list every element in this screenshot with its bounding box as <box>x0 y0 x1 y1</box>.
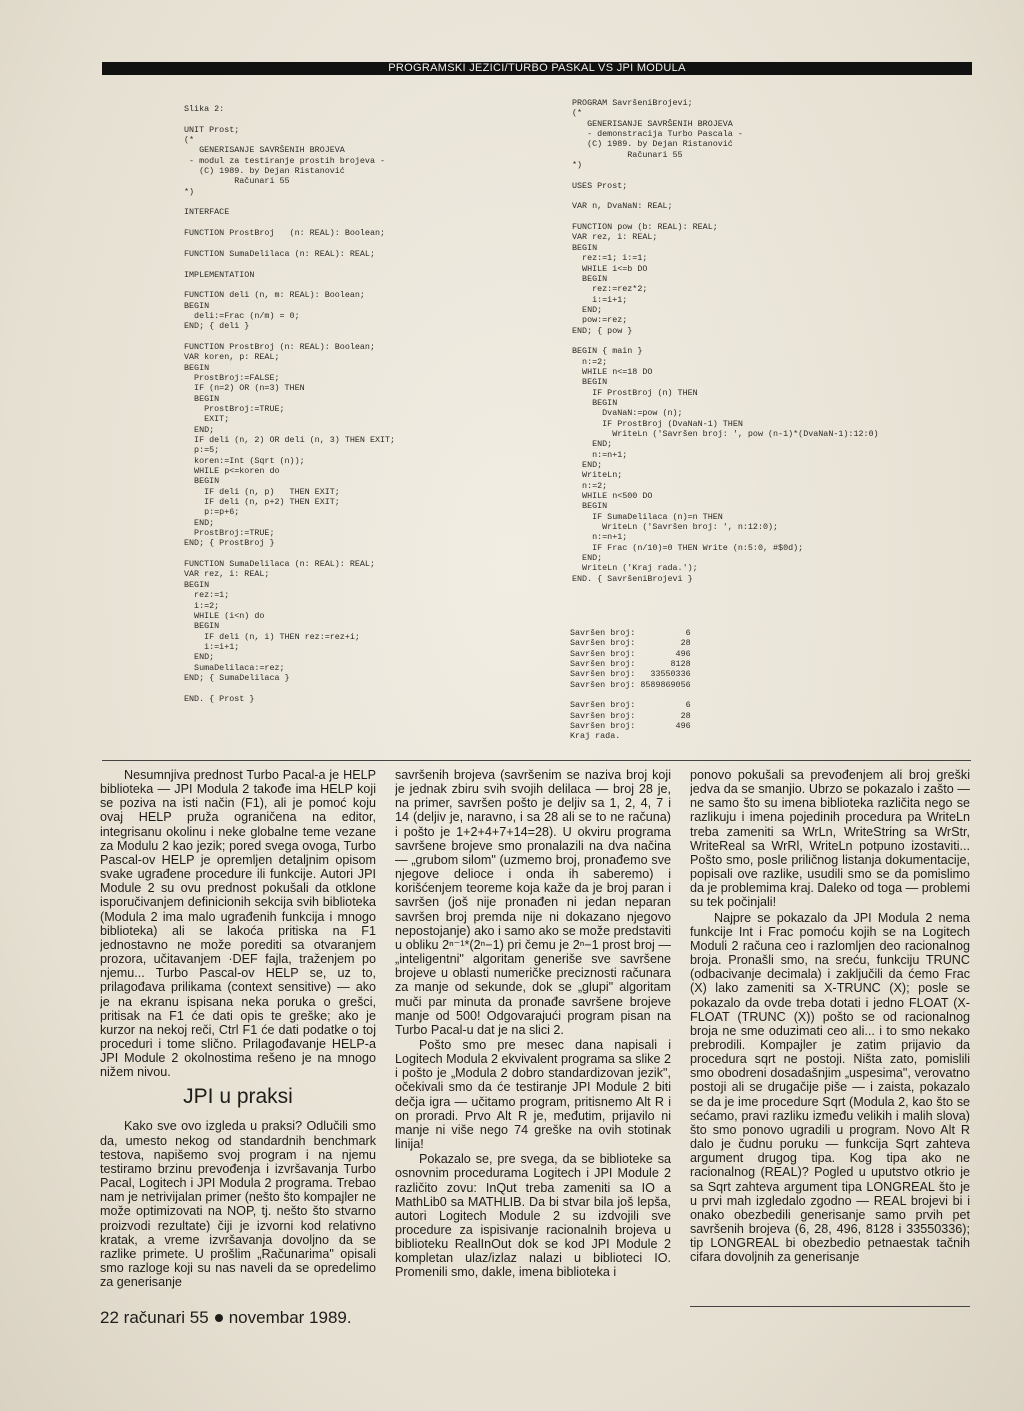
code-figure <box>102 76 971 761</box>
paragraph: ponovo pokušali sa prevođenjem ali broj greški jedva da se smanjio. Ubrzo se pokazalo i zašto — ne samo što su imena biblioteka različita nego se razlikuju i imena pojedinih procedura pa WriteLn treba zameniti sa WrLn, WriteString sa WrStr, WriteReal sa WrRl, WriteLn potpuno izostaviti... Pošto smo, posle priličnog listanja dokumentacije, popisali ove razlike, usudili smo se da pomislimo da je problemima kraj. Daleko od toga — problemi su tek počinjali! <box>690 768 970 910</box>
subheading: JPI u praksi <box>183 1085 293 1109</box>
magazine-name: računari 55 <box>123 1308 209 1327</box>
page-footer <box>100 1308 352 1328</box>
paragraph: Kako sve ovo izgleda u praksi? Odlučili smo da, umesto nekog od standardnih benchmark testova, napišemo svoj program i na njemu testiramo brzinu prevođenja i izvršavanja Turbo Pacal, Logitech i JPI Modula 2 programa. Trebao nam je netrivijalan primer (nešto što kompajler ne može optimizovati na NOP, tj. nešto što stvarno proizvodi rezultate) čiji je izvorni kod relativno kratak, a vreme izvršavanja dovoljno da se razlike primete. U prošlim „Računarima" opisali smo razloge koji su nas naveli da se opredelimo za generisanje <box>100 1119 376 1290</box>
issue-date: novembar 1989. <box>228 1308 352 1327</box>
paragraph: Pokazalo se, pre svega, da se biblioteke sa osnovnim procedurama Logitech i JPI Module 2 različito zovu: InQut treba zameniti sa IO a MathLib0 sa MATHLIB. Da bi stvar bila još lepša, autori Logitech Module 2 su izdvojili sve procedure za ispisivanje racionalnih brojeva u biblioteku RealInOut dok se kod JPI Module 2 kompletan ulaz/izlaz nalazi u biblioteci IO. Promenili smo, dakle, imena biblioteka i <box>395 1152 671 1280</box>
page-number: 22 <box>100 1308 119 1327</box>
article-column-2 <box>395 768 671 1295</box>
bullet-icon <box>215 1314 223 1322</box>
program-savrseni-brojevi-listing: PROGRAM SavršeniBrojevi; (* GENERISANJE SAVRŠENIH BROJEVA - demonstracija Turbo Pascala - (C) 1989. by Dejan Ristanović Računari 55 *) USES Prost; VAR n, DvaNaN: REAL; FUNCTION pow (b: REAL): REAL; VAR rez, i: REAL; BEGIN rez:=1; i:=1; WHILE i<=b DO BEGIN rez:=rez*2; i:=i+1; END; pow:=rez; END; { pow } BEGIN { main } n:=2; WHILE n<=18 DO BEGIN IF ProstBroj (n) THEN BEGIN DvaNaN:=pow (n); IF ProstBroj (DvaNaN-1) THEN WriteLn ('Savršen broj: ', pow (n-1)*(DvaNaN-1):12:0) END; n:=n+1; END; WriteLn; n:=2; WHILE n<500 DO BEGIN IF SumaDelilaca (n)=n THEN WriteLn ('Savršen broj: ', n:12:0); n:=n+1; IF Frac (n/10)=0 THEN Write (n:5:0, #$0d); END; WriteLn ('Kraj rada.'); END. { SavršeniBrojevi } <box>572 98 879 584</box>
paragraph: Najpre se pokazalo da JPI Modula 2 nema funkcije Int i Frac pomoću kojih se na Logitech Moduli 2 računa ceo i razlomljen deo racionalnog broja. Pronašli smo, na sreću, funkciju TRUNC (odbacivanje decimala) i zaključili da ćemo Frac (X) lako zameniti sa X-TRUNC (X); posle se pokazalo da ovde treba dotati i jedno FLOAT (X-FLOAT (TRUNC (X)) pošto se od racionalnog broja ne sme oduzimati ceo ali... i to smo nekako prebrodili. Kompajler je zatim prijavio da procedura sqrt ne postoji. Ništa zato, pomislili smo obodreni dosadašnjim „uspesima", verovatno postoji ali se drugačije piše — i zaista, pokazalo se da je ime procedure Sqrt (Modula 2, kao što se sećamo, pravi razliku između velikih i malih slova) što smo ponovo ugradili u program. Novo Alt R dalo je čudnu poruku — funkcija Sqrt zahteva argument drugog tipa. Kog tipa ako ne racionalnog (REAL)? Pogled u uputstvo otkrio je sa Sqrt zahteva argument tipa LONGREAL što je u prvi mah izgledalo zgodno — REAL brojevi bi i onako obezbedili generisanje samo prvih pet savršenih brojeva (6, 28, 496, 8128 i 33550336); tip LONGREAL bi obezbedio petnaestak tačnih cifara dovoljnih za generisanje <box>690 910 970 1265</box>
paragraph: Pošto smo pre mesec dana napisali i Logitech Modula 2 ekvivalent programa sa slike 2 i pošto je „Modula 2 dobro standardizovan jezik", očekivali smo da će testiranje JPI Module 2 biti dečja igra — učitamo program, pritisnemo Alt R i on proradi. Prvo Alt R je, međutim, prijavilo ni manje ni više nego 74 greške na ovih stotinak linija! <box>395 1037 671 1152</box>
column-rule <box>690 1306 970 1307</box>
unit-prost-listing: Slika 2: UNIT Prost; (* GENERISANJE SAVRŠENIH BROJEVA - modul za testiranje prostih brojeva - (C) 1989. by Dejan Ristanović Računari 55 *) INTERFACE FUNCTION ProstBroj (n: REAL): Boolean; FUNCTION SumaDelilaca (n: REAL): REAL; IMPLEMENTATION FUNCTION deli (n, m: REAL): Boolean; BEGIN deli:=Frac (n/m) = 0; END; { deli } FUNCTION ProstBroj (n: REAL): Boolean; VAR koren, p: REAL; BEGIN ProstBroj:=FALSE; IF (n=2) OR (n=3) THEN BEGIN ProstBroj:=TRUE; EXIT; END; IF deli (n, 2) OR deli (n, 3) THEN EXIT; p:=5; koren:=Int (Sqrt (n)); WHILE p<=koren do BEGIN IF deli (n, p) THEN EXIT; IF deli (n, p+2) THEN EXIT; p:=p+6; END; ProstBroj:=TRUE; END; { ProstBroj } FUNCTION SumaDelilaca (n: REAL): REAL; VAR rez, i: REAL; BEGIN rez:=1; i:=2; WHILE (i<n) do BEGIN IF deli (n, i) THEN rez:=rez+i; i:=i+1; END; SumaDelilaca:=rez; END; { SumaDelilaca } END. { Prost } <box>184 104 396 704</box>
article-column-3 <box>690 768 970 1295</box>
program-output-listing: Savršen broj: 6 Savršen broj: 28 Savršen broj: 496 Savršen broj: 8128 Savršen broj: 33550336 Savršen broj: 8589869056 Savršen broj: 6 Savršen broj: 28 Savršen broj: 496 Kraj rada. <box>570 628 691 742</box>
paragraph: savršenih brojeva (savršenim se naziva broj koji je jednak zbiru svih svojih delilaca — broj 28 je, na primer, savršen pošto je deljiv sa 1, 2, 4, 7 i 14 (deljiv je, naravno, i sa 28 ali se to ne računa) i pošto je 1+2+4+7+14=28). U okviru programa savršene brojeve smo pronalazili na dva načina — „grubom silom" (uzmemo broj, pronađemo sve njegove delioce i onda ih saberemo) i korišćenjem teoreme koja kaže da je broj paran i savršen (još nije pronađen ni jedan neparan savršen broj premda nije ni dokazano njegovo nepostojanje) ako i samo ako se može predstaviti u obliku 2ⁿ⁻¹*(2ⁿ−1) pri čemu je 2ⁿ−1 prost broj — „inteligentni" algoritam generiše sve savršene brojeve u oblasti numeričke preciznosti računara za manje od sekunde, dok se „glupi" algoritam muči par minuta da pronađe savršene brojeve manje od 500! Odgovarajući program pisan na Turbo Pacal-u dat je na slici 2. <box>395 768 671 1037</box>
article-column-1 <box>100 768 376 1295</box>
paragraph: Nesumnjiva prednost Turbo Pacal-a je HELP biblioteka — JPI Modula 2 takođe ima HELP koji se poziva na isti način (F1), ali je pomoć koju ovaj HELP pruža ograničena na editor, integrisanu okolinu i neke globalne teme vezane za Modulu 2 kao jezik; pored svega ovoga, Turbo Pascal-ov HELP je opremljen detaljnim opisom svake ugrađene procedure ili funkcije. Autori JPI Module 2 su ovu prednost pokušali da otklone isporučivanjem definicionih sekcija svih biblioteka (Modula 2 ima malo ugrađenih funkcija i mnogo biblioteka) ali se lakoća pritiska na F1 jednostavno ne može porediti sa otvaranjem prozora, učitavanjem ·DEF fajla, traženjem po njemu... Turbo Pascal-ov HELP se, uz to, prilagođava prilikama (context sensitive) — ako je na ekranu ispisana neka poruka o grešci, pritisak na F1 će dati opis te greške; ako je kurzor na nekoj reči, Ctrl F1 će dati podatke o toj proceduri i tome slično. Prilagođavanje HELP-a JPI Module 2 okolnostima rešeno je na mnogo nižem nivou. <box>100 768 376 1080</box>
section-header: PROGRAMSKI JEZICI/TURBO PASKAL VS JPI MODULA <box>102 62 972 75</box>
